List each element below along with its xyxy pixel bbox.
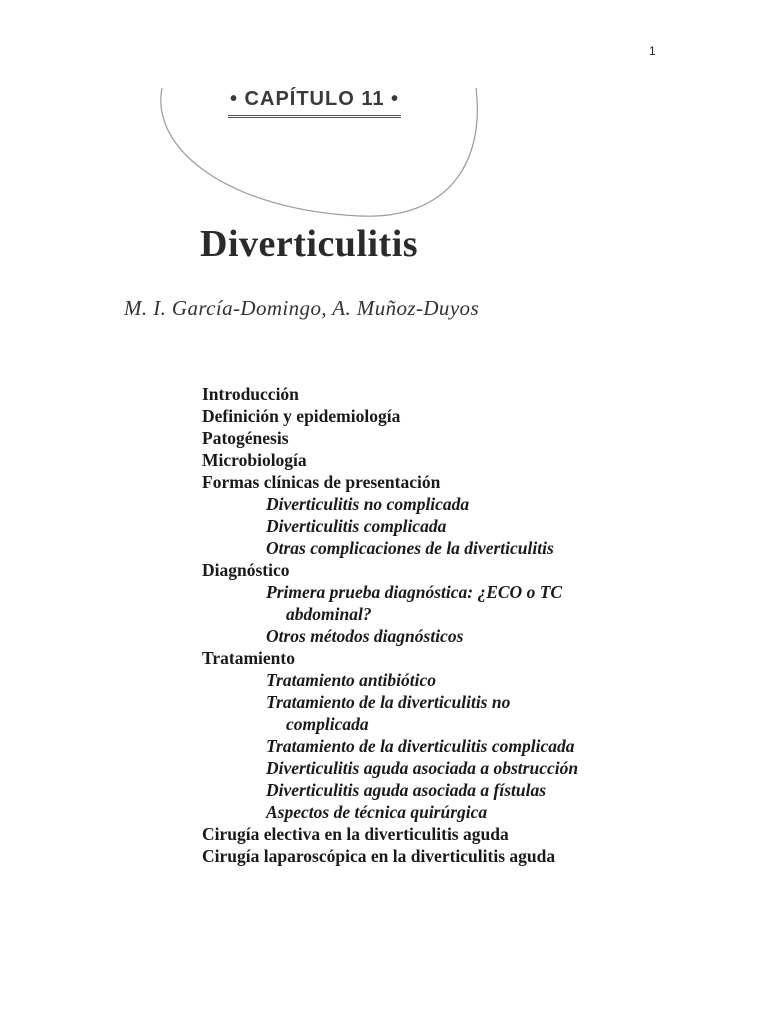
toc-section: Diagnóstico [202, 560, 290, 580]
toc-subsection: Diverticulitis aguda asociada a obstrucción [266, 758, 579, 778]
toc-subsection: Tratamiento antibiótico [266, 670, 436, 690]
toc-section: Patogénesis [202, 428, 289, 448]
chapter-authors: M. I. García-Domingo, A. Muñoz-Duyos [124, 296, 480, 320]
toc-subsection: Diverticulitis aguda asociada a fístulas [266, 780, 547, 800]
toc-section: Cirugía laparoscópica en la diverticulitis aguda [202, 846, 556, 866]
decorative-arc [0, 0, 768, 260]
toc-subsection: Diverticulitis no complicada [266, 494, 470, 514]
toc-subsection: abdominal? [286, 604, 372, 624]
toc-section: Cirugía electiva en la diverticulitis aguda [202, 824, 509, 844]
toc-section: Definición y epidemiología [202, 406, 401, 426]
toc-subsection: Diverticulitis complicada [266, 516, 447, 536]
toc-subsection: complicada [286, 714, 369, 734]
chapter-label: • CAPÍTULO 11 • [228, 88, 401, 118]
toc-subsection: Aspectos de técnica quirúrgica [266, 802, 488, 822]
toc-section: Formas clínicas de presentación [202, 472, 441, 492]
table-of-contents [202, 383, 702, 867]
chapter-title: Diverticulitis [200, 223, 419, 265]
toc-subsection: Otros métodos diagnósticos [266, 626, 464, 646]
toc-subsection: Tratamiento de la diverticulitis complicada [266, 736, 575, 756]
toc-subsection: Otras complicaciones de la diverticulitis [266, 538, 554, 558]
toc-subsection: Primera prueba diagnóstica: ¿ECO o TC [266, 582, 563, 602]
page-number: 1 [649, 44, 656, 58]
toc-section: Introducción [202, 384, 299, 404]
toc-section: Microbiología [202, 450, 307, 470]
toc-section: Tratamiento [202, 648, 295, 668]
toc-subsection: Tratamiento de la diverticulitis no [266, 692, 511, 712]
